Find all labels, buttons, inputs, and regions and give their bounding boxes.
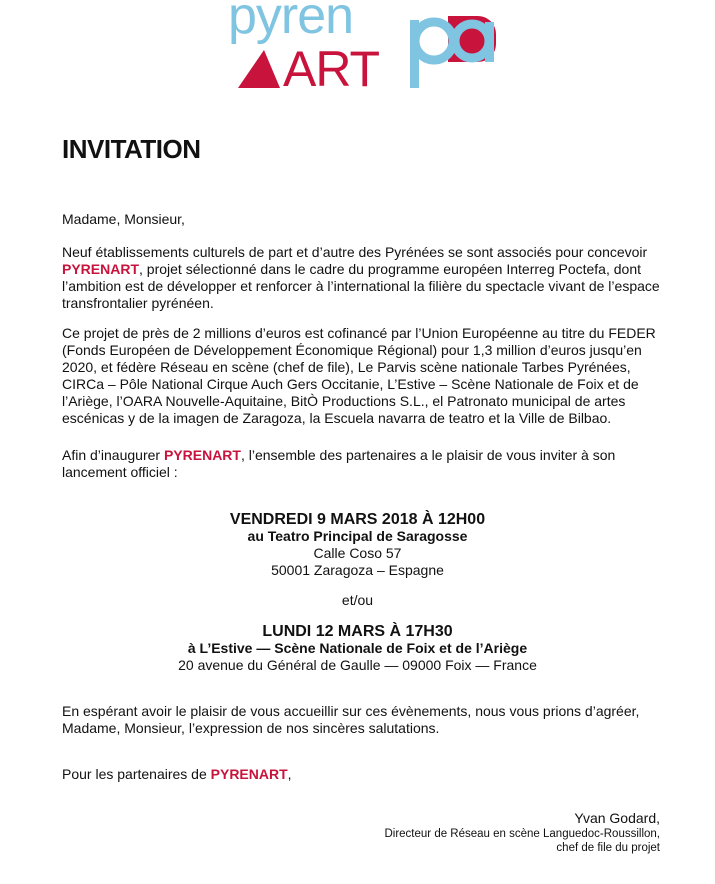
event-foix-date: LUNDI 12 MARS À 17H30 [262, 623, 453, 640]
event-foix [0, 623, 715, 674]
event-zaragoza-venue: au Teatro Principal de Saragosse [247, 528, 468, 544]
sign-off-before: Pour les partenaires de [62, 766, 211, 782]
paragraph-invite-before: Afin d’inaugurer [62, 447, 164, 463]
sign-off [62, 766, 672, 783]
signature-block [384, 810, 660, 855]
event-zaragoza [0, 511, 715, 579]
brand-name: PYRENART [62, 261, 140, 277]
brand-name: PYRENART [210, 766, 288, 782]
sign-off-after: , [287, 766, 292, 782]
pyrenart-logo [228, 0, 498, 97]
paragraph-intro-after: , projet sélectionné dans le cadre du programme européen Interreg Poctefa, dont l’ambition est de développer et renforcer à l’international la filière du spectacle vivant de l’espace transfrontalier pyrénéen. [62, 261, 660, 311]
closing-paragraph: En espérant avoir le plaisir de vous accueillir sur ces évènements, nous vous prions d’agréer, Madame, Monsieur, l’expression de nos sincères salutations. [62, 703, 640, 736]
page-title: INVITATION [62, 134, 201, 164]
signature-role: Directeur de Réseau en scène Languedoc-Roussillon, [384, 828, 660, 840]
event-foix-venue: à L’Estive — Scène Nationale de Foix et de l’Ariège [187, 640, 528, 656]
signature-name: Yvan Godard, [574, 810, 660, 826]
paragraph-intro-before: Neuf établissements culturels de part et d’autre des Pyrénées se sont associés pour concevoir [62, 244, 648, 260]
event-zaragoza-address2: 50001 Zaragoza – Espagne [271, 562, 444, 578]
logo-text-pyren: pyren [228, 0, 354, 45]
event-foix-address: 20 avenue du Général de Gaulle — 09000 Foix — France [178, 657, 537, 673]
paragraph-intro [62, 244, 672, 312]
paragraph-invite [62, 447, 672, 481]
event-zaragoza-address1: Calle Coso 57 [313, 545, 402, 561]
signature-role-project: chef de file du projet [556, 842, 660, 854]
logo-triangle-icon [234, 48, 284, 90]
paragraph-funding: Ce projet de près de 2 millions d’euros est cofinancé par l’Union Européenne au titre du FEDER (Fonds Européen de Développement Économique Régional) pour 1,3 million d’euros jusqu’en 2020, et fédère Réseau en scène (chef de file), Le Parvis scène nationale Tarbes Pyrénées, CIRCa – Pôle National Cirque Auch Gers Occitanie, L’Estive – Scène Nationale de Foix et de l’Ariège, l’OARA Nouvelle-Aquitaine, BitÒ Productions S.L., el Patronato municipal de artes escénicas y de la imagen de Zaragoza, la Escuela navarra de teatro et la Ville de Bilbao. [62, 325, 656, 426]
paragraph-invite-after: , l’ensemble des partenaires a le plaisir de vous inviter à son lancement officiel : [62, 447, 616, 480]
event-separator: et/ou [341, 592, 374, 608]
logo-pa-mark-icon [408, 10, 498, 90]
greeting: Madame, Monsieur, [62, 211, 185, 227]
brand-name: PYRENART [163, 447, 241, 463]
event-zaragoza-date: VENDREDI 9 MARS 2018 À 12H00 [229, 511, 486, 528]
logo-text-art: ART [283, 41, 380, 97]
